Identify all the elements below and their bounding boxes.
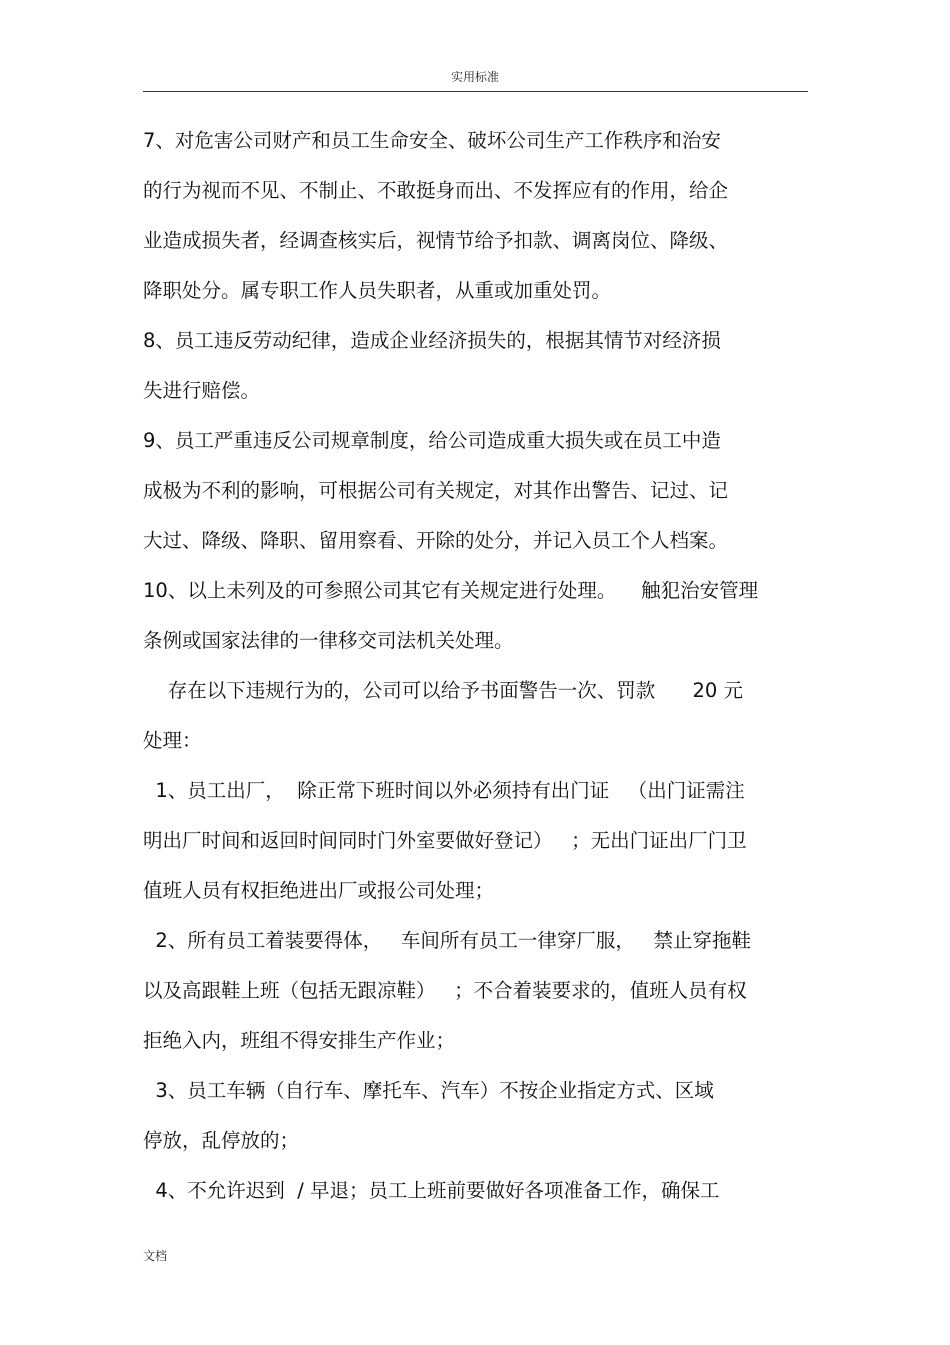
text-line: 业造成损失者，经调查核实后，视情节给予扣款、调离岗位、降级、: [143, 229, 729, 252]
header-divider: [143, 91, 808, 92]
text-line: 10、以上未列及的可参照公司其它有关规定进行处理。 触犯治安管理: [143, 579, 759, 602]
text-line: 成极为不利的影响，可根据公司有关规定，对其作出警告、记过、记: [143, 479, 729, 502]
text-line: 失进行赔偿。: [143, 379, 261, 402]
text-line: 4、不允许迟到 / 早退；员工上班前要做好各项准备工作，确保工: [143, 1179, 720, 1202]
text-line: 停放，乱停放的；: [143, 1129, 300, 1152]
page-header: 实用标准: [450, 70, 499, 84]
text-line: 1、员工出厂， 除正常下班时间以外必须持有出门证 （出门证需注: [143, 779, 745, 802]
text-line: 2、所有员工着装要得体， 车间所有员工一律穿厂服， 禁止穿拖鞋: [143, 929, 751, 952]
text-line: 处理：: [143, 729, 202, 752]
text-line: 降职处分。属专职工作人员失职者，从重或加重处罚。: [143, 279, 612, 302]
text-line: 的行为视而不见、不制止、不敢挺身而出、不发挥应有的作用，给企: [143, 179, 729, 202]
text-line: 8、员工违反劳动纪律，造成企业经济损失的，根据其情节对经济损: [143, 329, 721, 352]
text-line: 拒绝入内，班组不得安排生产作业；: [143, 1029, 456, 1052]
text-line: 值班人员有权拒绝进出厂或报公司处理；: [143, 879, 495, 902]
text-line: 大过、降级、降职、留用察看、开除的处分，并记入员工个人档案。: [143, 529, 729, 552]
text-line: 7、对危害公司财产和员工生命安全、破坏公司生产工作秩序和治安: [143, 129, 721, 152]
text-line: 3、员工车辆（自行车、摩托车、汽车）不按企业指定方式、区域: [143, 1079, 714, 1102]
text-line: 以及高跟鞋上班（包括无跟凉鞋） ；不合着装要求的，值班人员有权: [143, 979, 747, 1002]
text-line: 存在以下违规行为的，公司可以给予书面警告一次、罚款 20 元: [143, 679, 743, 702]
text-line: 条例或国家法律的一律移交司法机关处理。: [143, 629, 514, 652]
text-line: 9、员工严重违反公司规章制度，给公司造成重大损失或在员工中造: [143, 429, 721, 452]
page-footer: 文档: [143, 1249, 168, 1263]
text-line: 明出厂时间和返回时间同时门外室要做好登记） ；无出门证出厂门卫: [143, 829, 747, 852]
